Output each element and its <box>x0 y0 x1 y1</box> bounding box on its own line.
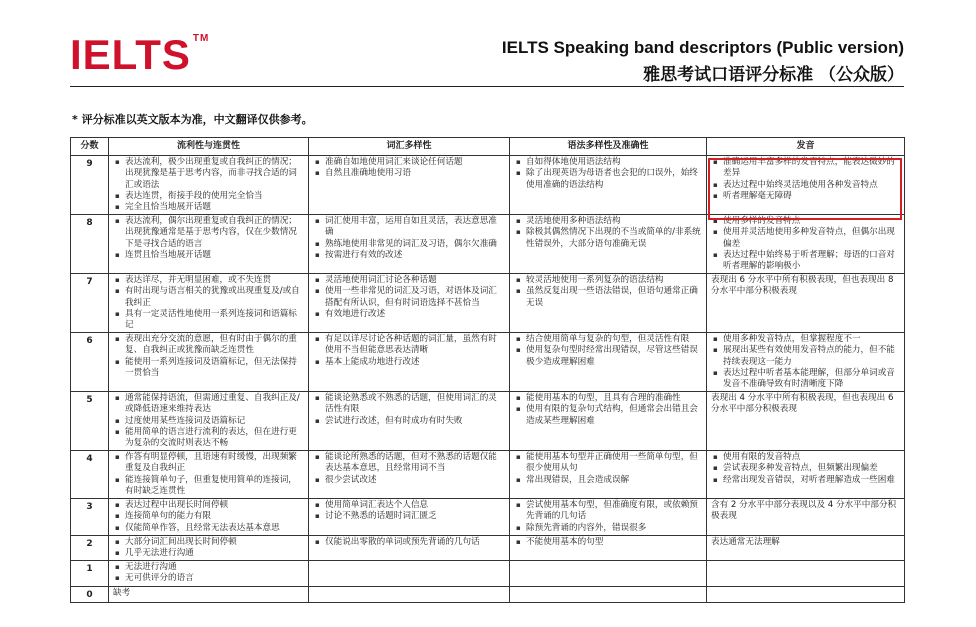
pronunciation-cell <box>707 392 905 451</box>
descriptor-text: 表达通常无法理解 <box>711 536 780 547</box>
lexical-cell <box>309 499 510 536</box>
pronunciation-cell <box>707 451 905 499</box>
descriptor-item: ▪ 表达详尽，并无明显困难，或不失连贯 <box>125 275 304 286</box>
band-score: 0 <box>71 586 109 602</box>
pronunciation-cell <box>707 274 905 333</box>
descriptor-item: ▪ 准确运用丰富多样的发音特点，能表达微妙的差异 <box>723 157 900 179</box>
descriptor-item: ▪ 展现出某些有效使用发音特点的能力，但不能持续表现这一能力 <box>723 345 900 367</box>
descriptor-list <box>313 216 505 261</box>
pronunciation-cell <box>707 561 905 586</box>
descriptor-item: ▪ 不能使用基本的句型 <box>526 537 702 548</box>
descriptor-item: ▪ 灵活地使用词汇讨论各种话题 <box>325 275 505 286</box>
descriptor-item: ▪ 除预先背诵的内容外，错误很多 <box>526 523 702 534</box>
descriptor-item: ▪ 使用简单词汇表达个人信息 <box>325 500 505 511</box>
band-descriptors-table <box>70 137 905 603</box>
pronunciation-cell <box>707 333 905 392</box>
table-row <box>71 586 905 602</box>
descriptor-list <box>313 393 505 427</box>
descriptor-item: ▪ 连接简单句的能力有限 <box>125 511 304 522</box>
descriptor-item: ▪ 能连接简单句子，但重复使用简单的连接词，有时缺乏连贯性 <box>125 475 304 497</box>
header-band: 分数 <box>71 138 109 156</box>
descriptor-list <box>113 157 304 213</box>
lexical-cell <box>309 535 510 560</box>
descriptor-item: ▪ 表达连贯，衔接手段的使用完全恰当 <box>125 191 304 202</box>
descriptor-item: ▪ 虽然反复出现一些语法错误，但语句通常正确无误 <box>526 286 702 308</box>
descriptor-item: ▪ 使用多种发音特点，但掌握程度不一 <box>723 334 900 345</box>
band-score: 3 <box>71 499 109 536</box>
descriptor-item: ▪ 使用并灵活地使用多种发音特点，但偶尔出现偏差 <box>723 227 900 249</box>
descriptor-item: ▪ 使用有限的复杂句式结构，但通常会出错且会造成某些理解困难 <box>526 404 702 426</box>
band-score: 6 <box>71 333 109 392</box>
grammar-cell <box>510 586 707 602</box>
descriptor-list <box>113 562 304 584</box>
lexical-cell <box>309 561 510 586</box>
descriptor-list <box>313 275 505 320</box>
fluency-cell <box>109 535 309 560</box>
descriptor-list <box>514 275 702 309</box>
descriptor-list <box>514 500 702 534</box>
descriptor-item: ▪ 讨论不熟悉的话题时词汇匮乏 <box>325 511 505 522</box>
header-fluency: 流利性与连贯性 <box>109 138 309 156</box>
band-score: 4 <box>71 451 109 499</box>
descriptor-item: ▪ 按需进行有效的改述 <box>325 250 505 261</box>
descriptor-list <box>113 275 304 331</box>
descriptor-item: ▪ 基本上能成功地进行改述 <box>325 357 505 368</box>
descriptor-item: ▪ 尝试进行改述，但有时成功有时失败 <box>325 416 505 427</box>
pronunciation-cell <box>707 535 905 560</box>
descriptor-item: ▪ 表达过程中出现长时间停顿 <box>125 500 304 511</box>
document-title-chinese: 雅思考试口语评分标准 （公众版） <box>643 65 904 85</box>
lexical-cell <box>309 156 510 215</box>
lexical-cell <box>309 333 510 392</box>
descriptor-item: ▪ 能使用基本句型并正确使用一些简单句型，但很少使用从句 <box>526 452 702 474</box>
descriptor-item: ▪ 使用有限的发音特点 <box>723 452 900 463</box>
table-row <box>71 451 905 499</box>
band-score: 8 <box>71 215 109 274</box>
table-header-row <box>71 138 905 156</box>
descriptor-list <box>113 393 304 449</box>
descriptor-item: ▪ 有效地进行改述 <box>325 309 505 320</box>
descriptor-item: ▪ 听者理解毫无障碍 <box>723 191 900 202</box>
band-score: 5 <box>71 392 109 451</box>
descriptor-item: ▪ 连贯且恰当地展开话题 <box>125 250 304 261</box>
descriptor-item: ▪ 仅能说出零散的单词或预先背诵的几句话 <box>325 537 505 548</box>
table-row <box>71 561 905 586</box>
table-row <box>71 499 905 536</box>
descriptor-item: ▪ 表达过程中始终易于听者理解；母语的口音对听者理解的影响极小 <box>723 250 900 272</box>
descriptor-item: ▪ 仅能简单作答，且经常无法表达基本意思 <box>125 523 304 534</box>
descriptor-item: ▪ 过度使用某些连接词及语篇标记 <box>125 416 304 427</box>
fluency-cell <box>109 215 309 274</box>
descriptor-list <box>711 452 900 486</box>
descriptor-item: ▪ 表达流利，极少出现重复或自我纠正的情况；出现犹豫是基于思考内容，而非寻找合适的词汇或语法 <box>125 157 304 191</box>
fluency-cell <box>109 156 309 215</box>
descriptor-item: ▪ 能用简单的语言进行流利的表达，但在进行更为复杂的交流时则表达不畅 <box>125 427 304 449</box>
descriptor-item: ▪ 自如得体地使用语法结构 <box>526 157 702 168</box>
header-lexical: 词汇多样性 <box>309 138 510 156</box>
descriptor-text: 表现出 6 分水平中所有积极表现，但也表现出 8 分水平中部分积极表现 <box>711 275 894 297</box>
grammar-cell <box>510 274 707 333</box>
fluency-cell <box>109 274 309 333</box>
lexical-cell <box>309 215 510 274</box>
descriptor-list <box>514 334 702 368</box>
table-row <box>71 215 905 274</box>
descriptor-item: ▪ 表现出充分交流的意愿，但有时由于偶尔的重复、自我纠正或犹豫而缺乏连贯性 <box>125 334 304 356</box>
band-score: 2 <box>71 535 109 560</box>
grammar-cell <box>510 535 707 560</box>
lexical-cell <box>309 586 510 602</box>
pronunciation-cell <box>707 156 905 215</box>
descriptor-list <box>514 157 702 191</box>
fluency-cell <box>109 561 309 586</box>
table-row <box>71 333 905 392</box>
descriptor-list <box>514 393 702 427</box>
descriptor-item: ▪ 完全且恰当地展开话题 <box>125 202 304 213</box>
descriptor-text: 含有 2 分水平中部分表现以及 4 分水平中部分积极表现 <box>711 500 897 522</box>
descriptor-item: ▪ 常出现错误，且会造成误解 <box>526 475 702 486</box>
table-row <box>71 535 905 560</box>
descriptor-item: ▪ 能谈论熟悉或不熟悉的话题，但使用词汇的灵活性有限 <box>325 393 505 415</box>
descriptor-item: ▪ 通常能保持语流，但需通过重复、自我纠正及/或降低语速来维持表达 <box>125 393 304 415</box>
lexical-cell <box>309 274 510 333</box>
descriptor-item: ▪ 使用复杂句型时经常出现错误，尽管这些错误极少造成理解困难 <box>526 345 702 367</box>
translation-note: * 评分标准以英文版本为准，中文翻译仅供参考。 <box>72 113 313 126</box>
descriptor-item: ▪ 准确自如地使用词汇来谈论任何话题 <box>325 157 505 168</box>
descriptor-list <box>514 216 702 250</box>
lexical-cell <box>309 392 510 451</box>
grammar-cell <box>510 561 707 586</box>
grammar-cell <box>510 333 707 392</box>
descriptor-item: ▪ 能谈论所熟悉的话题，但对不熟悉的话题仅能表达基本意思，且经常用词不当 <box>325 452 505 474</box>
descriptor-item: ▪ 尝试使用基本句型，但准确度有限，或依赖预先背诵的几句话 <box>526 500 702 522</box>
header-divider <box>70 86 904 87</box>
pronunciation-cell <box>707 215 905 274</box>
fluency-cell <box>109 499 309 536</box>
descriptor-item: ▪ 较灵活地使用一系列复杂的语法结构 <box>526 275 702 286</box>
lexical-cell <box>309 451 510 499</box>
grammar-cell <box>510 392 707 451</box>
descriptor-item: ▪ 有足以详尽讨论各种话题的词汇量，虽然有时使用不当但能意思表达清晰 <box>325 334 505 356</box>
table-row <box>71 392 905 451</box>
descriptor-list <box>313 157 505 179</box>
fluency-cell <box>109 333 309 392</box>
descriptor-list <box>711 157 900 202</box>
descriptor-item: ▪ 熟练地使用非常见的词汇及习语，偶尔欠准确 <box>325 239 505 250</box>
fluency-cell <box>109 392 309 451</box>
document-title-english: IELTS Speaking band descriptors (Public version) <box>501 38 904 57</box>
grammar-cell <box>510 499 707 536</box>
band-score: 9 <box>71 156 109 215</box>
descriptor-item: ▪ 有时出现与语言相关的犹豫或出现重复及/或自我纠正 <box>125 286 304 308</box>
descriptor-item: ▪ 作答有明显停顿，且语速有时缓慢，出现频繁重复及自我纠正 <box>125 452 304 474</box>
descriptor-list <box>113 216 304 261</box>
fluency-cell <box>109 586 309 602</box>
descriptor-item: ▪ 很少尝试改述 <box>325 475 505 486</box>
descriptor-text: 缺考 <box>113 587 131 598</box>
band-score: 7 <box>71 274 109 333</box>
descriptor-item: ▪ 几乎无法进行沟通 <box>125 548 304 559</box>
header-pronunciation: 发音 <box>707 138 905 156</box>
descriptor-item: ▪ 尝试表现多种发音特点，但频繁出现偏差 <box>723 463 900 474</box>
pronunciation-cell <box>707 499 905 536</box>
descriptor-list <box>313 334 505 368</box>
descriptor-item: ▪ 使用多样的发音特点 <box>723 216 900 227</box>
descriptor-item: ▪ 能使用基本的句型，且具有合理的准确性 <box>526 393 702 404</box>
table-row <box>71 274 905 333</box>
descriptor-list <box>711 334 900 390</box>
descriptor-item: ▪ 经常出现发音错误，对听者理解造成一些困难 <box>723 475 900 486</box>
descriptor-list <box>514 537 702 548</box>
descriptor-list <box>113 537 304 559</box>
grammar-cell <box>510 451 707 499</box>
descriptor-item: ▪ 结合使用简单与复杂的句型，但灵活性有限 <box>526 334 702 345</box>
descriptor-item: ▪ 无可供评分的语言 <box>125 573 304 584</box>
header-grammar: 语法多样性及准确性 <box>510 138 707 156</box>
descriptor-item: ▪ 自然且准确地使用习语 <box>325 168 505 179</box>
descriptor-list <box>113 500 304 534</box>
descriptor-list <box>313 452 505 486</box>
descriptor-item: ▪ 使用一些非常见的词汇及习语，对语体及词汇搭配有所认识，但有时词语选择不甚恰当 <box>325 286 505 308</box>
descriptor-item: ▪ 表达过程中始终灵活地使用各种发音特点 <box>723 180 900 191</box>
descriptor-list <box>313 500 505 522</box>
descriptor-text: 表现出 4 分水平中所有积极表现，但也表现出 6 分水平中部分积极表现 <box>711 393 894 415</box>
descriptor-item: ▪ 具有一定灵活性地使用一系列连接词和语篇标记 <box>125 309 304 331</box>
descriptor-list <box>711 216 900 272</box>
descriptor-item: ▪ 灵活地使用多种语法结构 <box>526 216 702 227</box>
descriptor-item: ▪ 大部分词汇间出现长时间停顿 <box>125 537 304 548</box>
descriptor-list <box>113 452 304 497</box>
grammar-cell <box>510 156 707 215</box>
descriptor-item: ▪ 能使用一系列连接词及语篇标记，但无法保持一贯恰当 <box>125 357 304 379</box>
grammar-cell <box>510 215 707 274</box>
descriptor-item: ▪ 词汇使用丰富，运用自如且灵活，表达意思准确 <box>325 216 505 238</box>
table-row <box>71 156 905 215</box>
descriptor-item: ▪ 无法进行沟通 <box>125 562 304 573</box>
descriptor-list <box>313 537 505 548</box>
descriptor-item: ▪ 表达流利，偶尔出现重复或自我纠正的情况；出现犹豫通常是基于思考内容，仅在少数情况下是寻找合适的语言 <box>125 216 304 250</box>
ielts-logo: IELTS ™ <box>70 31 210 78</box>
band-score: 1 <box>71 561 109 586</box>
descriptor-item: ▪ 表达过程中听者基本能理解，但部分单词或音发音不准确导致有时清晰度下降 <box>723 368 900 390</box>
pronunciation-cell <box>707 586 905 602</box>
descriptor-list <box>514 452 702 486</box>
descriptor-list <box>113 334 304 379</box>
descriptor-item: ▪ 除了出现英语为母语者也会犯的口误外，始终使用准确的语法结构 <box>526 168 702 190</box>
descriptor-item: ▪ 除极其偶然情况下出现的不当或简单的/非系统性错误外，大部分语句准确无误 <box>526 227 702 249</box>
fluency-cell <box>109 451 309 499</box>
